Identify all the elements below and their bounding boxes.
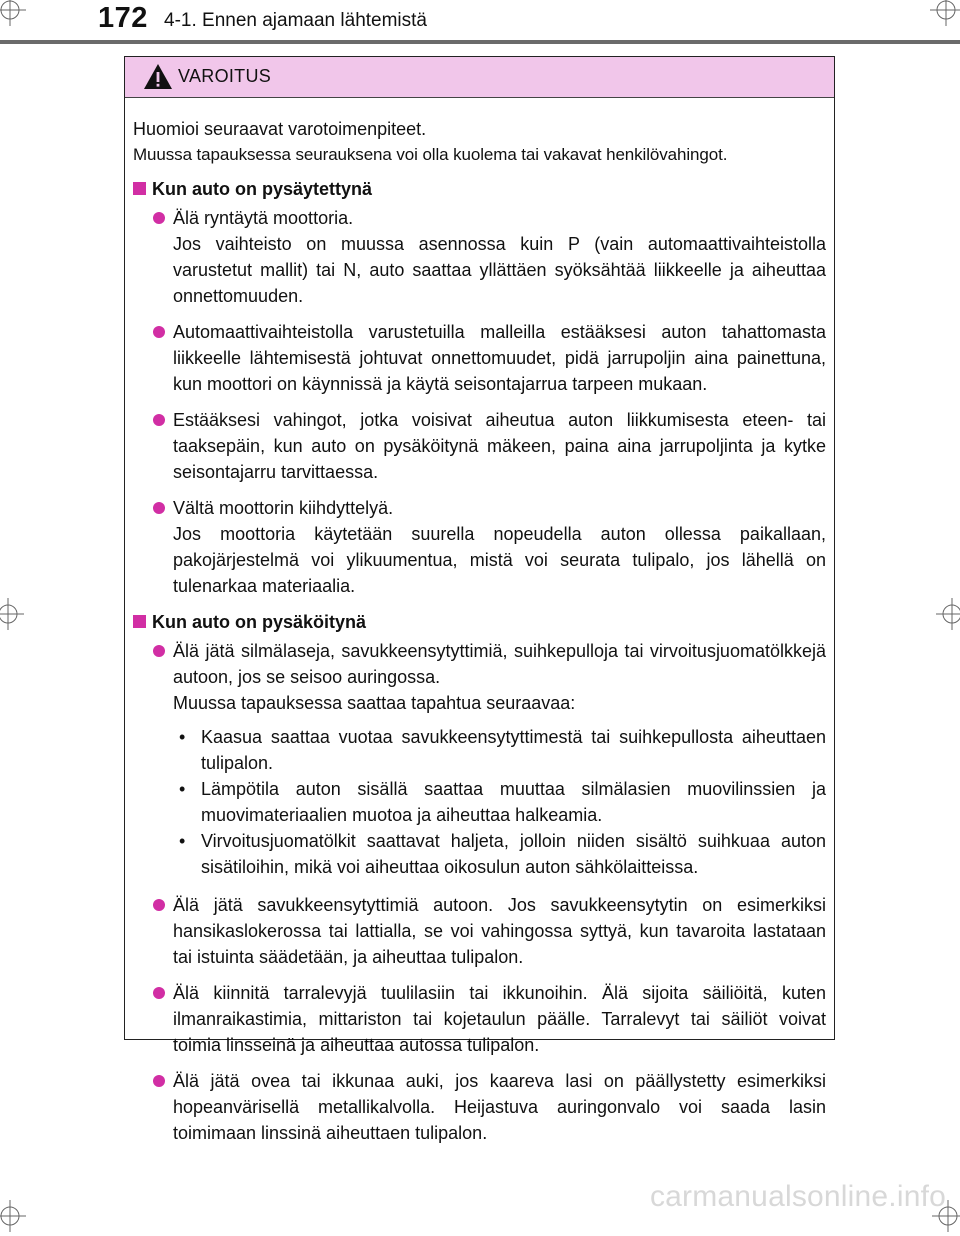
item-text: Muussa tapauksessa saattaa tapahtua seuraavaa: bbox=[173, 693, 576, 713]
list-item bbox=[133, 205, 826, 309]
section-heading bbox=[133, 176, 826, 202]
warning-triangle-icon bbox=[143, 63, 173, 95]
crop-mark-top-left bbox=[0, 0, 30, 30]
list-item bbox=[133, 407, 826, 485]
circle-bullet-icon bbox=[153, 326, 165, 338]
section-heading bbox=[133, 609, 826, 635]
circle-bullet-icon bbox=[153, 414, 165, 426]
item-text: Jos moottoria käytetään suurella nopeudella auton ollessa paikallaan, pakojärjestelmä voi ylikuumentua, mistä voi seurata tulipalo, jos lähellä on tulenarkaa materiaalia. bbox=[173, 524, 826, 596]
warning-box bbox=[124, 56, 835, 1143]
list-item bbox=[133, 495, 826, 599]
header-rule bbox=[0, 40, 960, 44]
list-item bbox=[133, 892, 826, 970]
sub-list-text: Virvoitusjuomatölkit saattavat haljeta, jolloin niiden sisältö suihkuaa auton sisätiloihin, mikä voi aiheuttaa oikosulun auton sähkölaitteissa. bbox=[201, 831, 826, 877]
circle-bullet-icon bbox=[153, 987, 165, 999]
item-first-line: Älä ryntäytä moottoria. bbox=[173, 208, 354, 228]
item-first-line: Vältä moottorin kiihdyttelyä. bbox=[173, 498, 394, 518]
list-item bbox=[133, 980, 826, 1058]
intro-line: Huomioi seuraavat varotoimenpiteet. bbox=[133, 119, 427, 139]
item-text: Estääksesi vahingot, jotka voisivat aiheutua auton liikkumisesta eteen- tai taaksepäin, kun auto on pysäköitynä mäkeen, paina aina jarrupoljinta ja kytke seisontajarru tarvittaessa. bbox=[173, 410, 826, 482]
warning-body bbox=[125, 98, 834, 1146]
item-text: Automaattivaihteistolla varustetuilla malleilla estääksesi auton tahattomasta liikkeelle lähtemisestä johtuvat onnettomuudet, pidä jarrupoljin aina painettuna, kun moottori on käynnissä ja käytä seisontajarrua tarpeen mukaan. bbox=[173, 322, 826, 394]
crop-mark-mid-right bbox=[932, 594, 960, 634]
sub-list-item bbox=[173, 776, 826, 828]
crop-mark-mid-left bbox=[0, 594, 28, 634]
crop-mark-top-right bbox=[926, 0, 960, 30]
item-first-line: Älä jätä silmälaseja, savukkeensytyttimiä, suihkepulloja tai virvoitusjuomatölkkejä autoon, jos se seisoo auringossa. bbox=[173, 641, 826, 687]
dot-bullet-icon: • bbox=[179, 727, 186, 747]
list-item bbox=[133, 319, 826, 397]
item-text: Älä jätä ovea tai ikkunaa auki, jos kaareva lasi on päällystetty esimerkiksi hopeanvärisellä metallikalvolla. Heijastuva auringonvalo voi saada lasin toimimaan linssinä aiheuttaen tulipalon. bbox=[173, 1071, 826, 1143]
dot-bullet-icon: • bbox=[179, 779, 186, 799]
sub-list-item bbox=[173, 828, 826, 880]
warning-intro bbox=[133, 116, 826, 168]
sub-list-text: Kaasua saattaa vuotaa savukkeensytyttimestä tai suihkepullosta aiheuttaen tulipalon. bbox=[201, 727, 826, 773]
sub-list bbox=[173, 724, 826, 880]
circle-bullet-icon bbox=[153, 212, 165, 224]
square-bullet-icon bbox=[133, 182, 146, 195]
circle-bullet-icon bbox=[153, 1075, 165, 1087]
item-text: Älä jätä savukkeensytyttimiä autoon. Jos savukkeensytytin on esimerkiksi hansikaslokerossa tai lattialla, se voi vahingossa syttyä, kun tavaroita lastataan tai istuinta säädetään, ja aiheuttaa tulipalon. bbox=[173, 895, 826, 967]
warning-header bbox=[125, 57, 834, 98]
watermark: carmanualsonline.info bbox=[649, 1180, 946, 1213]
dot-bullet-icon: • bbox=[179, 831, 186, 851]
page-number: 172 bbox=[98, 2, 148, 34]
circle-bullet-icon bbox=[153, 645, 165, 657]
section-heading-text: Kun auto on pysäköitynä bbox=[152, 612, 367, 632]
circle-bullet-icon bbox=[153, 899, 165, 911]
list-item bbox=[133, 638, 826, 882]
sub-list-item bbox=[173, 724, 826, 776]
section-heading-text: Kun auto on pysäytettynä bbox=[152, 179, 373, 199]
item-text: Jos vaihteisto on muussa asennossa kuin P (vain automaattivaihteistolla varustetut mallit) tai N, auto saattaa yllättäen syöksähtää liikkeelle ja aiheuttaa onnettomuuden. bbox=[173, 234, 826, 306]
square-bullet-icon bbox=[133, 615, 146, 628]
intro-line: Muussa tapauksessa seurauksena voi olla kuolema tai vakavat henkilövahingot. bbox=[133, 145, 728, 164]
sub-list-text: Lämpötila auton sisällä saattaa muuttaa silmälasien muovilinssien ja muovimateriaalien muotoa ja aiheuttaa halkeamia. bbox=[201, 779, 826, 825]
circle-bullet-icon bbox=[153, 502, 165, 514]
item-text: Älä kiinnitä tarralevyjä tuulilasiin tai ikkunoihin. Älä sijoita säiliöitä, kuten ilmanraikastimia, mittariston tai kojetaulun päälle. Tarralevyt tai säiliöt voivat toimia linsseinä ja aiheuttaa autossa tulipalon. bbox=[173, 983, 826, 1055]
crop-mark-bottom-left bbox=[0, 1196, 30, 1236]
section-title: 4-1. Ennen ajamaan lähtemistä bbox=[164, 10, 427, 31]
warning-title: VAROITUS bbox=[178, 66, 272, 86]
list-item bbox=[133, 1068, 826, 1146]
